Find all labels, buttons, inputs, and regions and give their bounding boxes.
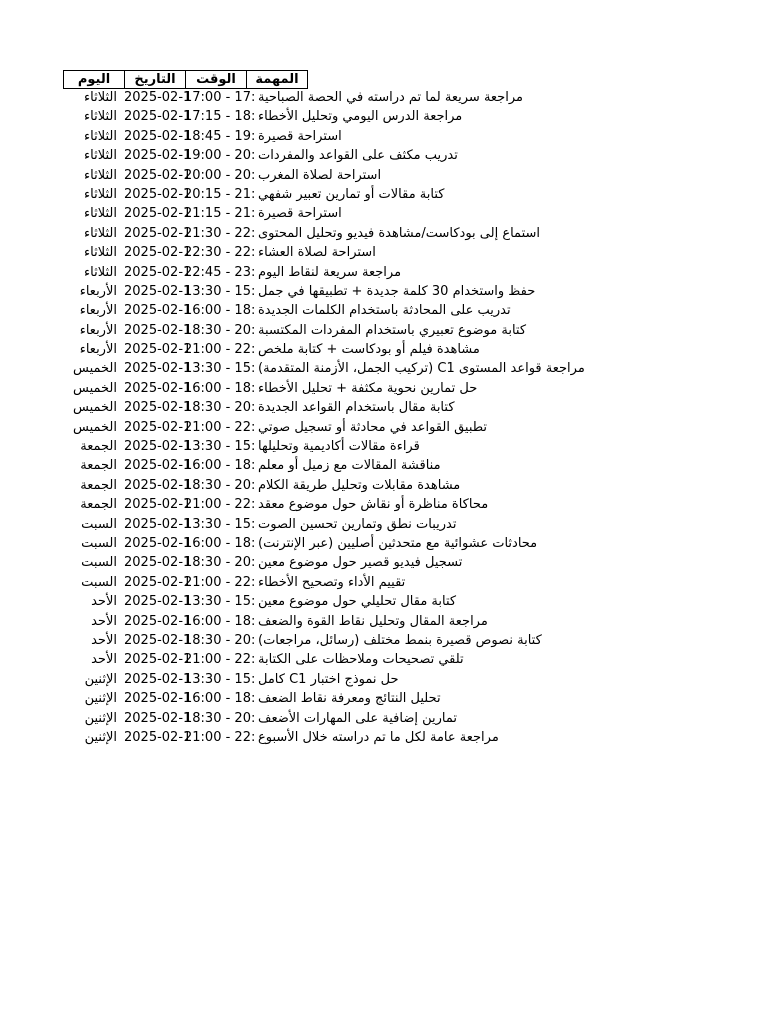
task-cell[interactable]: مشاهدة مقابلات وتحليل طريقة الكلام bbox=[258, 477, 461, 493]
task-cell[interactable]: استراحة قصيرة bbox=[258, 128, 342, 144]
table-row[interactable] bbox=[0, 128, 768, 147]
date-cell[interactable]: 2025-02-1 bbox=[124, 497, 192, 513]
time-cell[interactable]: 18:30 - 20: bbox=[184, 710, 256, 726]
day-cell[interactable]: الثلاثاء bbox=[84, 148, 117, 164]
day-cell[interactable]: الأحد bbox=[91, 594, 117, 610]
day-cell[interactable]: الخميس bbox=[73, 400, 117, 416]
time-cell[interactable]: 18:30 - 20: bbox=[184, 322, 256, 338]
task-cell[interactable]: كتابة مقال باستخدام القواعد الجديدة bbox=[258, 400, 455, 416]
table-row[interactable] bbox=[0, 108, 768, 127]
date-cell[interactable]: 2025-02-1 bbox=[124, 458, 192, 474]
task-cell[interactable]: حفظ واستخدام 30 كلمة جديدة + تطبيقها في جمل bbox=[258, 283, 536, 299]
task-cell[interactable]: كتابة نصوص قصيرة بنمط مختلف (رسائل، مراجعات) bbox=[258, 632, 542, 648]
table-row[interactable] bbox=[0, 167, 768, 186]
table-row[interactable] bbox=[0, 632, 768, 651]
time-cell[interactable]: 22:45 - 23: bbox=[184, 264, 256, 280]
day-cell[interactable]: الثلاثاء bbox=[84, 109, 117, 125]
date-cell[interactable]: 2025-02-1 bbox=[124, 710, 192, 726]
time-cell[interactable]: 17:00 - 17: bbox=[184, 90, 256, 105]
date-cell[interactable]: 2025-02-1 bbox=[124, 477, 192, 493]
table-row[interactable] bbox=[0, 341, 768, 360]
day-cell[interactable]: الأربعاء bbox=[79, 342, 117, 358]
date-cell[interactable]: 2025-02-1 bbox=[124, 342, 192, 358]
task-cell[interactable]: مراجعة قواعد المستوى C1 (تركيب الجمل، الأزمنة المتقدمة) bbox=[258, 361, 585, 377]
task-cell[interactable]: حل نموذج اختبار C1 كامل bbox=[258, 671, 399, 687]
time-cell[interactable]: 18:30 - 20: bbox=[184, 400, 256, 416]
day-cell[interactable]: الجمعة bbox=[80, 477, 117, 493]
table-row[interactable] bbox=[0, 477, 768, 496]
task-cell[interactable]: مشاهدة فيلم أو بودكاست + كتابة ملخص bbox=[258, 342, 480, 358]
date-cell[interactable]: 2025-02-1 bbox=[124, 167, 192, 183]
time-cell[interactable]: 21:00 - 22: bbox=[184, 419, 256, 435]
task-cell[interactable]: تدريب على المحادثة باستخدام الكلمات الجديدة bbox=[258, 303, 511, 319]
time-cell[interactable]: 21:00 - 22: bbox=[184, 342, 256, 358]
time-cell[interactable]: 21:00 - 22: bbox=[184, 497, 256, 513]
date-cell[interactable]: 2025-02-1 bbox=[124, 361, 192, 377]
date-cell[interactable]: 2025-02-1 bbox=[124, 245, 192, 261]
header-row bbox=[63, 70, 308, 89]
time-cell[interactable]: 13:30 - 15: bbox=[184, 283, 256, 299]
table-row[interactable] bbox=[0, 438, 768, 457]
day-cell[interactable]: الثلاثاء bbox=[84, 167, 117, 183]
date-cell[interactable]: 2025-02-1 bbox=[124, 671, 192, 687]
date-cell[interactable]: 2025-02-1 bbox=[124, 652, 192, 668]
date-cell[interactable]: 2025-02-1 bbox=[124, 380, 192, 396]
day-cell[interactable]: الجمعة bbox=[80, 458, 117, 474]
day-cell[interactable]: الثلاثاء bbox=[84, 90, 117, 105]
table-row[interactable] bbox=[0, 690, 768, 709]
task-cell[interactable]: تقييم الأداء وتصحيح الأخطاء bbox=[258, 574, 406, 590]
task-cell[interactable]: كتابة موضوع تعبيري باستخدام المفردات المكتسبة bbox=[258, 322, 527, 338]
date-cell[interactable]: 2025-02-1 bbox=[124, 303, 192, 319]
date-cell[interactable]: 2025-02-1 bbox=[124, 283, 192, 299]
header-time[interactable]: الوقت bbox=[186, 71, 247, 89]
table-row[interactable] bbox=[0, 496, 768, 515]
task-cell[interactable]: تدريبات نطق وتمارين تحسين الصوت bbox=[258, 516, 457, 532]
day-cell[interactable]: الثلاثاء bbox=[84, 264, 117, 280]
task-cell[interactable]: تلقي تصحيحات وملاحظات على الكتابة bbox=[258, 652, 464, 668]
day-cell[interactable]: الجمعة bbox=[80, 497, 117, 513]
day-cell[interactable]: الثلاثاء bbox=[84, 206, 117, 222]
table-row[interactable] bbox=[0, 671, 768, 690]
day-cell[interactable]: الأربعاء bbox=[79, 322, 117, 338]
day-cell[interactable]: الخميس bbox=[73, 361, 117, 377]
table-row[interactable] bbox=[0, 710, 768, 729]
date-cell[interactable]: 2025-02-1 bbox=[124, 574, 192, 590]
time-cell[interactable]: 18:30 - 20: bbox=[184, 632, 256, 648]
time-cell[interactable]: 13:30 - 15: bbox=[184, 671, 256, 687]
time-cell[interactable]: 20:00 - 20: bbox=[184, 167, 256, 183]
day-cell[interactable]: الثلاثاء bbox=[84, 245, 117, 261]
date-cell[interactable]: 2025-02-1 bbox=[124, 729, 192, 745]
date-cell[interactable]: 2025-02-1 bbox=[124, 322, 192, 338]
day-cell[interactable]: الإثنين bbox=[84, 710, 117, 726]
time-cell[interactable]: 13:30 - 15: bbox=[184, 361, 256, 377]
table-row[interactable] bbox=[0, 360, 768, 379]
time-cell[interactable]: 13:30 - 15: bbox=[184, 439, 256, 455]
date-cell[interactable]: 2025-02-1 bbox=[124, 613, 192, 629]
date-cell[interactable]: 2025-02-1 bbox=[124, 90, 192, 105]
time-cell[interactable]: 13:30 - 15: bbox=[184, 594, 256, 610]
table-row[interactable] bbox=[0, 380, 768, 399]
day-cell[interactable]: الثلاثاء bbox=[84, 128, 117, 144]
task-cell[interactable]: تسجيل فيديو قصير حول موضوع معين bbox=[258, 555, 463, 571]
task-cell[interactable]: استراحة قصيرة bbox=[258, 206, 342, 222]
table-row[interactable] bbox=[0, 147, 768, 166]
header-day[interactable]: اليوم bbox=[64, 71, 125, 89]
date-cell[interactable]: 2025-02-1 bbox=[124, 400, 192, 416]
day-cell[interactable]: الأحد bbox=[91, 632, 117, 648]
table-row[interactable] bbox=[0, 244, 768, 263]
table-row[interactable] bbox=[0, 225, 768, 244]
header-task[interactable]: المهمة bbox=[247, 71, 308, 89]
task-cell[interactable]: استماع إلى بودكاست/مشاهدة فيديو وتحليل المحتوى bbox=[258, 225, 541, 241]
task-cell[interactable]: مراجعة المقال وتحليل نقاط القوة والضعف bbox=[258, 613, 488, 629]
day-cell[interactable]: الإثنين bbox=[84, 691, 117, 707]
time-cell[interactable]: 13:30 - 15: bbox=[184, 516, 256, 532]
day-cell[interactable]: الخميس bbox=[73, 380, 117, 396]
date-cell[interactable]: 2025-02-1 bbox=[124, 419, 192, 435]
date-cell[interactable]: 2025-02-1 bbox=[124, 516, 192, 532]
time-cell[interactable]: 16:00 - 18: bbox=[184, 458, 256, 474]
date-cell[interactable]: 2025-02-1 bbox=[124, 128, 192, 144]
table-row[interactable] bbox=[0, 205, 768, 224]
table-row[interactable] bbox=[0, 89, 768, 108]
table-row[interactable] bbox=[0, 574, 768, 593]
time-cell[interactable]: 21:15 - 21: bbox=[184, 206, 256, 222]
table-row[interactable] bbox=[0, 516, 768, 535]
time-cell[interactable]: 20:15 - 21: bbox=[184, 186, 256, 202]
date-cell[interactable]: 2025-02-1 bbox=[124, 186, 192, 202]
date-cell[interactable]: 2025-02-1 bbox=[124, 691, 192, 707]
time-cell[interactable]: 16:00 - 18: bbox=[184, 535, 256, 551]
day-cell[interactable]: السبت bbox=[81, 535, 117, 551]
time-cell[interactable]: 19:00 - 20: bbox=[184, 148, 256, 164]
task-cell[interactable]: تحليل النتائج ومعرفة نقاط الضعف bbox=[258, 691, 441, 707]
day-cell[interactable]: السبت bbox=[81, 555, 117, 571]
day-cell[interactable]: الجمعة bbox=[80, 439, 117, 455]
table-row[interactable] bbox=[0, 593, 768, 612]
time-cell[interactable]: 16:00 - 18: bbox=[184, 613, 256, 629]
table-row[interactable] bbox=[0, 729, 768, 748]
day-cell[interactable]: الإثنين bbox=[84, 729, 117, 745]
table-row[interactable] bbox=[0, 419, 768, 438]
time-cell[interactable]: 18:45 - 19: bbox=[184, 128, 256, 144]
time-cell[interactable]: 22:30 - 22: bbox=[184, 245, 256, 261]
date-cell[interactable]: 2025-02-1 bbox=[124, 594, 192, 610]
time-cell[interactable]: 18:30 - 20: bbox=[184, 477, 256, 493]
time-cell[interactable]: 21:00 - 22: bbox=[184, 652, 256, 668]
time-cell[interactable]: 16:00 - 18: bbox=[184, 303, 256, 319]
table-row[interactable] bbox=[0, 302, 768, 321]
table-row[interactable] bbox=[0, 535, 768, 554]
task-cell[interactable]: تمارين إضافية على المهارات الأضعف bbox=[258, 710, 457, 726]
date-cell[interactable]: 2025-02-1 bbox=[124, 206, 192, 222]
task-cell[interactable]: مراجعة سريعة لما تم دراسته في الحصة الصباحية bbox=[258, 90, 523, 105]
table-row[interactable] bbox=[0, 283, 768, 302]
day-cell[interactable]: الأحد bbox=[91, 613, 117, 629]
day-cell[interactable]: الأربعاء bbox=[79, 283, 117, 299]
task-cell[interactable]: تطبيق القواعد في محادثة أو تسجيل صوتي bbox=[258, 419, 488, 435]
schedule-rows bbox=[0, 89, 768, 748]
table-row[interactable] bbox=[0, 554, 768, 573]
date-cell[interactable]: 2025-02-1 bbox=[124, 535, 192, 551]
day-cell[interactable]: الإثنين bbox=[84, 671, 117, 687]
header-date[interactable]: التاريخ bbox=[125, 71, 186, 89]
time-cell[interactable]: 17:15 - 18: bbox=[184, 109, 256, 125]
day-cell[interactable]: الثلاثاء bbox=[84, 225, 117, 241]
task-cell[interactable]: مراجعة عامة لكل ما تم دراسته خلال الأسبوع bbox=[258, 729, 499, 745]
day-cell[interactable]: السبت bbox=[81, 574, 117, 590]
table-row[interactable] bbox=[0, 264, 768, 283]
day-cell[interactable]: السبت bbox=[81, 516, 117, 532]
date-cell[interactable]: 2025-02-1 bbox=[124, 225, 192, 241]
day-cell[interactable]: الثلاثاء bbox=[84, 186, 117, 202]
time-cell[interactable]: 21:30 - 22: bbox=[184, 225, 256, 241]
task-cell[interactable]: مراجعة سريعة لنقاط اليوم bbox=[258, 264, 402, 280]
time-cell[interactable]: 18:30 - 20: bbox=[184, 555, 256, 571]
task-cell[interactable]: قراءة مقالات أكاديمية وتحليلها bbox=[258, 439, 420, 455]
time-cell[interactable]: 16:00 - 18: bbox=[184, 691, 256, 707]
task-cell[interactable]: كتابة مقالات أو تمارين تعبير شفهي bbox=[258, 186, 445, 202]
table-row[interactable] bbox=[0, 613, 768, 632]
time-cell[interactable]: 21:00 - 22: bbox=[184, 729, 256, 745]
table-row[interactable] bbox=[0, 457, 768, 476]
task-cell[interactable]: مراجعة الدرس اليومي وتحليل الأخطاء bbox=[258, 109, 463, 125]
day-cell[interactable]: الأربعاء bbox=[79, 303, 117, 319]
date-cell[interactable]: 2025-02-1 bbox=[124, 439, 192, 455]
task-cell[interactable]: محادثات عشوائية مع متحدثين أصليين (عبر الإنترنت) bbox=[258, 535, 538, 551]
table-row[interactable] bbox=[0, 322, 768, 341]
task-cell[interactable]: محاكاة مناظرة أو نقاش حول موضوع معقد bbox=[258, 497, 489, 513]
time-cell[interactable]: 16:00 - 18: bbox=[184, 380, 256, 396]
table-row[interactable] bbox=[0, 651, 768, 670]
day-cell[interactable]: الخميس bbox=[73, 419, 117, 435]
date-cell[interactable]: 2025-02-1 bbox=[124, 555, 192, 571]
day-cell[interactable]: الأحد bbox=[91, 652, 117, 668]
task-cell[interactable]: مناقشة المقالات مع زميل أو معلم bbox=[258, 458, 441, 474]
task-cell[interactable]: تدريب مكثف على القواعد والمفردات bbox=[258, 148, 458, 164]
date-cell[interactable]: 2025-02-1 bbox=[124, 264, 192, 280]
task-cell[interactable]: استراحة لصلاة العشاء bbox=[258, 245, 376, 261]
time-cell[interactable]: 21:00 - 22: bbox=[184, 574, 256, 590]
date-cell[interactable]: 2025-02-1 bbox=[124, 632, 192, 648]
task-cell[interactable]: استراحة لصلاة المغرب bbox=[258, 167, 382, 183]
date-cell[interactable]: 2025-02-1 bbox=[124, 109, 192, 125]
date-cell[interactable]: 2025-02-1 bbox=[124, 148, 192, 164]
table-row[interactable] bbox=[0, 399, 768, 418]
task-cell[interactable]: حل تمارين نحوية مكثفة + تحليل الأخطاء bbox=[258, 380, 478, 396]
table-row[interactable] bbox=[0, 186, 768, 205]
task-cell[interactable]: كتابة مقال تحليلي حول موضوع معين bbox=[258, 594, 457, 610]
